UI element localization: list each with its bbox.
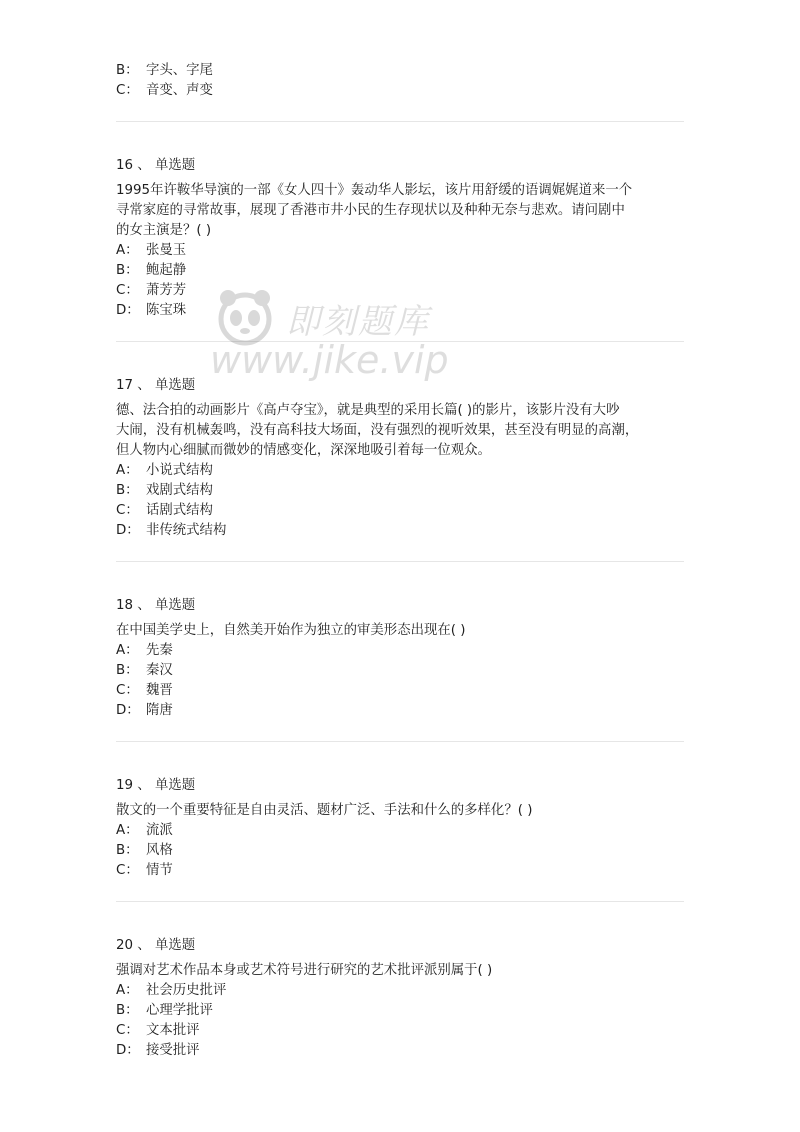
question-header: 19 、 单选题 bbox=[116, 778, 196, 793]
option-b[interactable]: B： 风格 bbox=[116, 843, 173, 858]
question-header: 16 、 单选题 bbox=[116, 158, 196, 173]
watermark-brand: 即刻题库 bbox=[286, 302, 430, 342]
option-a[interactable]: A： 先秦 bbox=[116, 643, 173, 658]
question-stem: 德、法合拍的动画影片《高卢夺宝》，就是典型的采用长篇( )的影片，该影片没有大吵 bbox=[116, 403, 620, 418]
question-stem: 1995年许鞍华导演的一部《女人四十》轰动华人影坛，该片用舒缓的语调娓娓道来一个 bbox=[116, 183, 633, 198]
option-d[interactable]: D： 陈宝珠 bbox=[116, 303, 187, 318]
question-stem: 散文的一个重要特征是自由灵活、题材广泛、手法和什么的多样化？( ) bbox=[116, 803, 533, 818]
divider bbox=[116, 901, 684, 902]
question-stem: 在中国美学史上，自然美开始作为独立的审美形态出现在( ) bbox=[116, 623, 466, 638]
option-c[interactable]: C： 情节 bbox=[116, 863, 173, 878]
question-stem: 的女主演是？( ) bbox=[116, 223, 212, 238]
option-b[interactable]: B： 字头、字尾 bbox=[116, 63, 213, 78]
option-b[interactable]: B： 秦汉 bbox=[116, 663, 173, 678]
question-stem: 大闹，没有机械轰鸣，没有高科技大场面，没有强烈的视听效果，甚至没有明显的高潮， bbox=[116, 423, 639, 438]
question-stem: 寻常家庭的寻常故事，展现了香港市井小民的生存现状以及种种无奈与悲欢。请问剧中 bbox=[116, 203, 625, 218]
option-b[interactable]: B： 心理学批评 bbox=[116, 1003, 213, 1018]
divider bbox=[116, 561, 684, 562]
divider bbox=[116, 341, 684, 342]
question-stem: 但人物内心细腻而微妙的情感变化，深深地吸引着每一位观众。 bbox=[116, 443, 491, 458]
question-header: 18 、 单选题 bbox=[116, 598, 196, 613]
divider bbox=[116, 741, 684, 742]
option-c[interactable]: C： 话剧式结构 bbox=[116, 503, 213, 518]
option-b[interactable]: B： 鲍起静 bbox=[116, 263, 187, 278]
option-c[interactable]: C： 萧芳芳 bbox=[116, 283, 187, 298]
option-d[interactable]: D： 隋唐 bbox=[116, 703, 173, 718]
option-c[interactable]: C： 音变、声变 bbox=[116, 83, 213, 98]
divider bbox=[116, 121, 684, 122]
option-a[interactable]: A： 张曼玉 bbox=[116, 243, 187, 258]
option-d[interactable]: D： 接受批评 bbox=[116, 1043, 200, 1058]
question-header: 17 、 单选题 bbox=[116, 378, 196, 393]
option-a[interactable]: A： 流派 bbox=[116, 823, 173, 838]
option-b[interactable]: B： 戏剧式结构 bbox=[116, 483, 213, 498]
option-a[interactable]: A： 小说式结构 bbox=[116, 463, 213, 478]
option-a[interactable]: A： 社会历史批评 bbox=[116, 983, 227, 998]
option-d[interactable]: D： 非传统式结构 bbox=[116, 523, 227, 538]
panda-logo-icon bbox=[214, 286, 276, 348]
watermark-url: www.jike.vip bbox=[210, 338, 449, 382]
question-header: 20 、 单选题 bbox=[116, 938, 196, 953]
option-c[interactable]: C： 魏晋 bbox=[116, 683, 173, 698]
option-c[interactable]: C： 文本批评 bbox=[116, 1023, 200, 1038]
question-stem: 强调对艺术作品本身或艺术符号进行研究的艺术批评派别属于( ) bbox=[116, 963, 493, 978]
